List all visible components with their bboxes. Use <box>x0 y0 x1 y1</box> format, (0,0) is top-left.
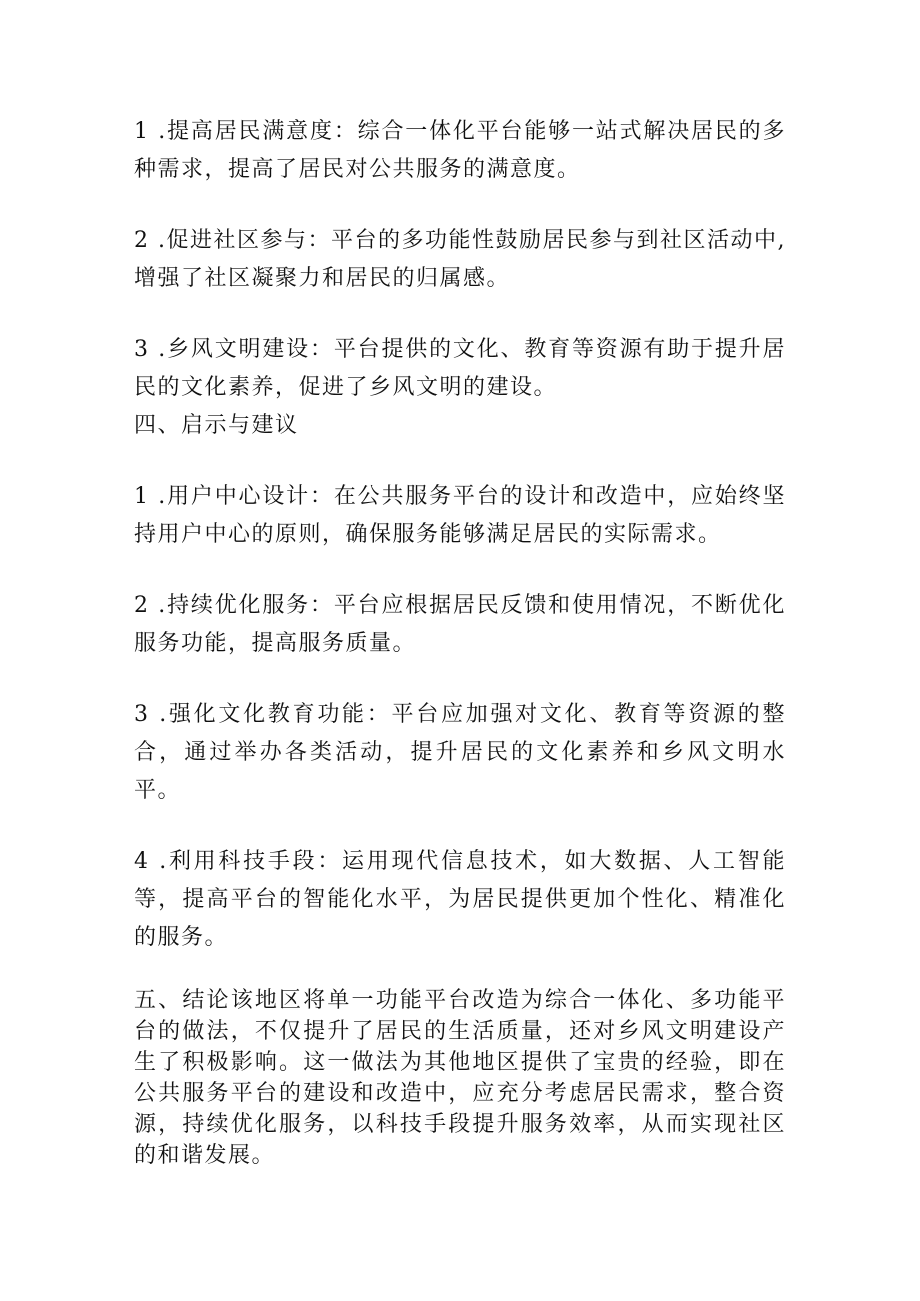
suggestion-item-1: 1 .用户中心设计：在公共服务平台的设计和改造中，应始终坚持用户中心的原则，确保服务能够满足居民的实际需求。 <box>134 484 786 547</box>
suggestion-item-3: 3 .强化文化教育功能：平台应加强对文化、教育等资源的整合，通过举办各类活动，提升居民的文化素养和乡风文明水平。 <box>134 702 786 803</box>
document-page <box>134 113 786 1171</box>
suggestion-item-2: 2 .持续优化服务：平台应根据居民反馈和使用情况，不断优化服务功能，提高服务质量。 <box>134 593 786 656</box>
section-heading-insights: 四、启示与建议 <box>134 413 299 438</box>
effect-item-2: 2 .促进社区参与：平台的多功能性鼓励居民参与到社区活动中,增强了社区凝聚力和居民的归属感。 <box>134 228 786 291</box>
suggestion-item-4: 4 .利用科技手段：运用现代信息技术，如大数据、人工智能等，提高平台的智能化水平，为居民提供更加个性化、精准化的服务。 <box>134 849 786 950</box>
conclusion-paragraph: 五、结论该地区将单一功能平台改造为综合一体化、多功能平台的做法，不仅提升了居民的生活质量，还对乡风文明建设产生了积极影响。这一做法为其他地区提供了宝贵的经验，即在公共服务平台的建设和改造中，应充分考虑居民需求，整合资源，持续优化服务，以科技手段提升服务效率，从而实现社区的和谐发展。 <box>134 988 786 1168</box>
effect-item-3: 3 .乡风文明建设：平台提供的文化、教育等资源有助于提升居民的文化素养，促进了乡风文明的建设。 <box>134 337 786 400</box>
effect-item-1: 1 .提高居民满意度：综合一体化平台能够一站式解决居民的多种需求，提高了居民对公共服务的满意度。 <box>134 119 786 182</box>
